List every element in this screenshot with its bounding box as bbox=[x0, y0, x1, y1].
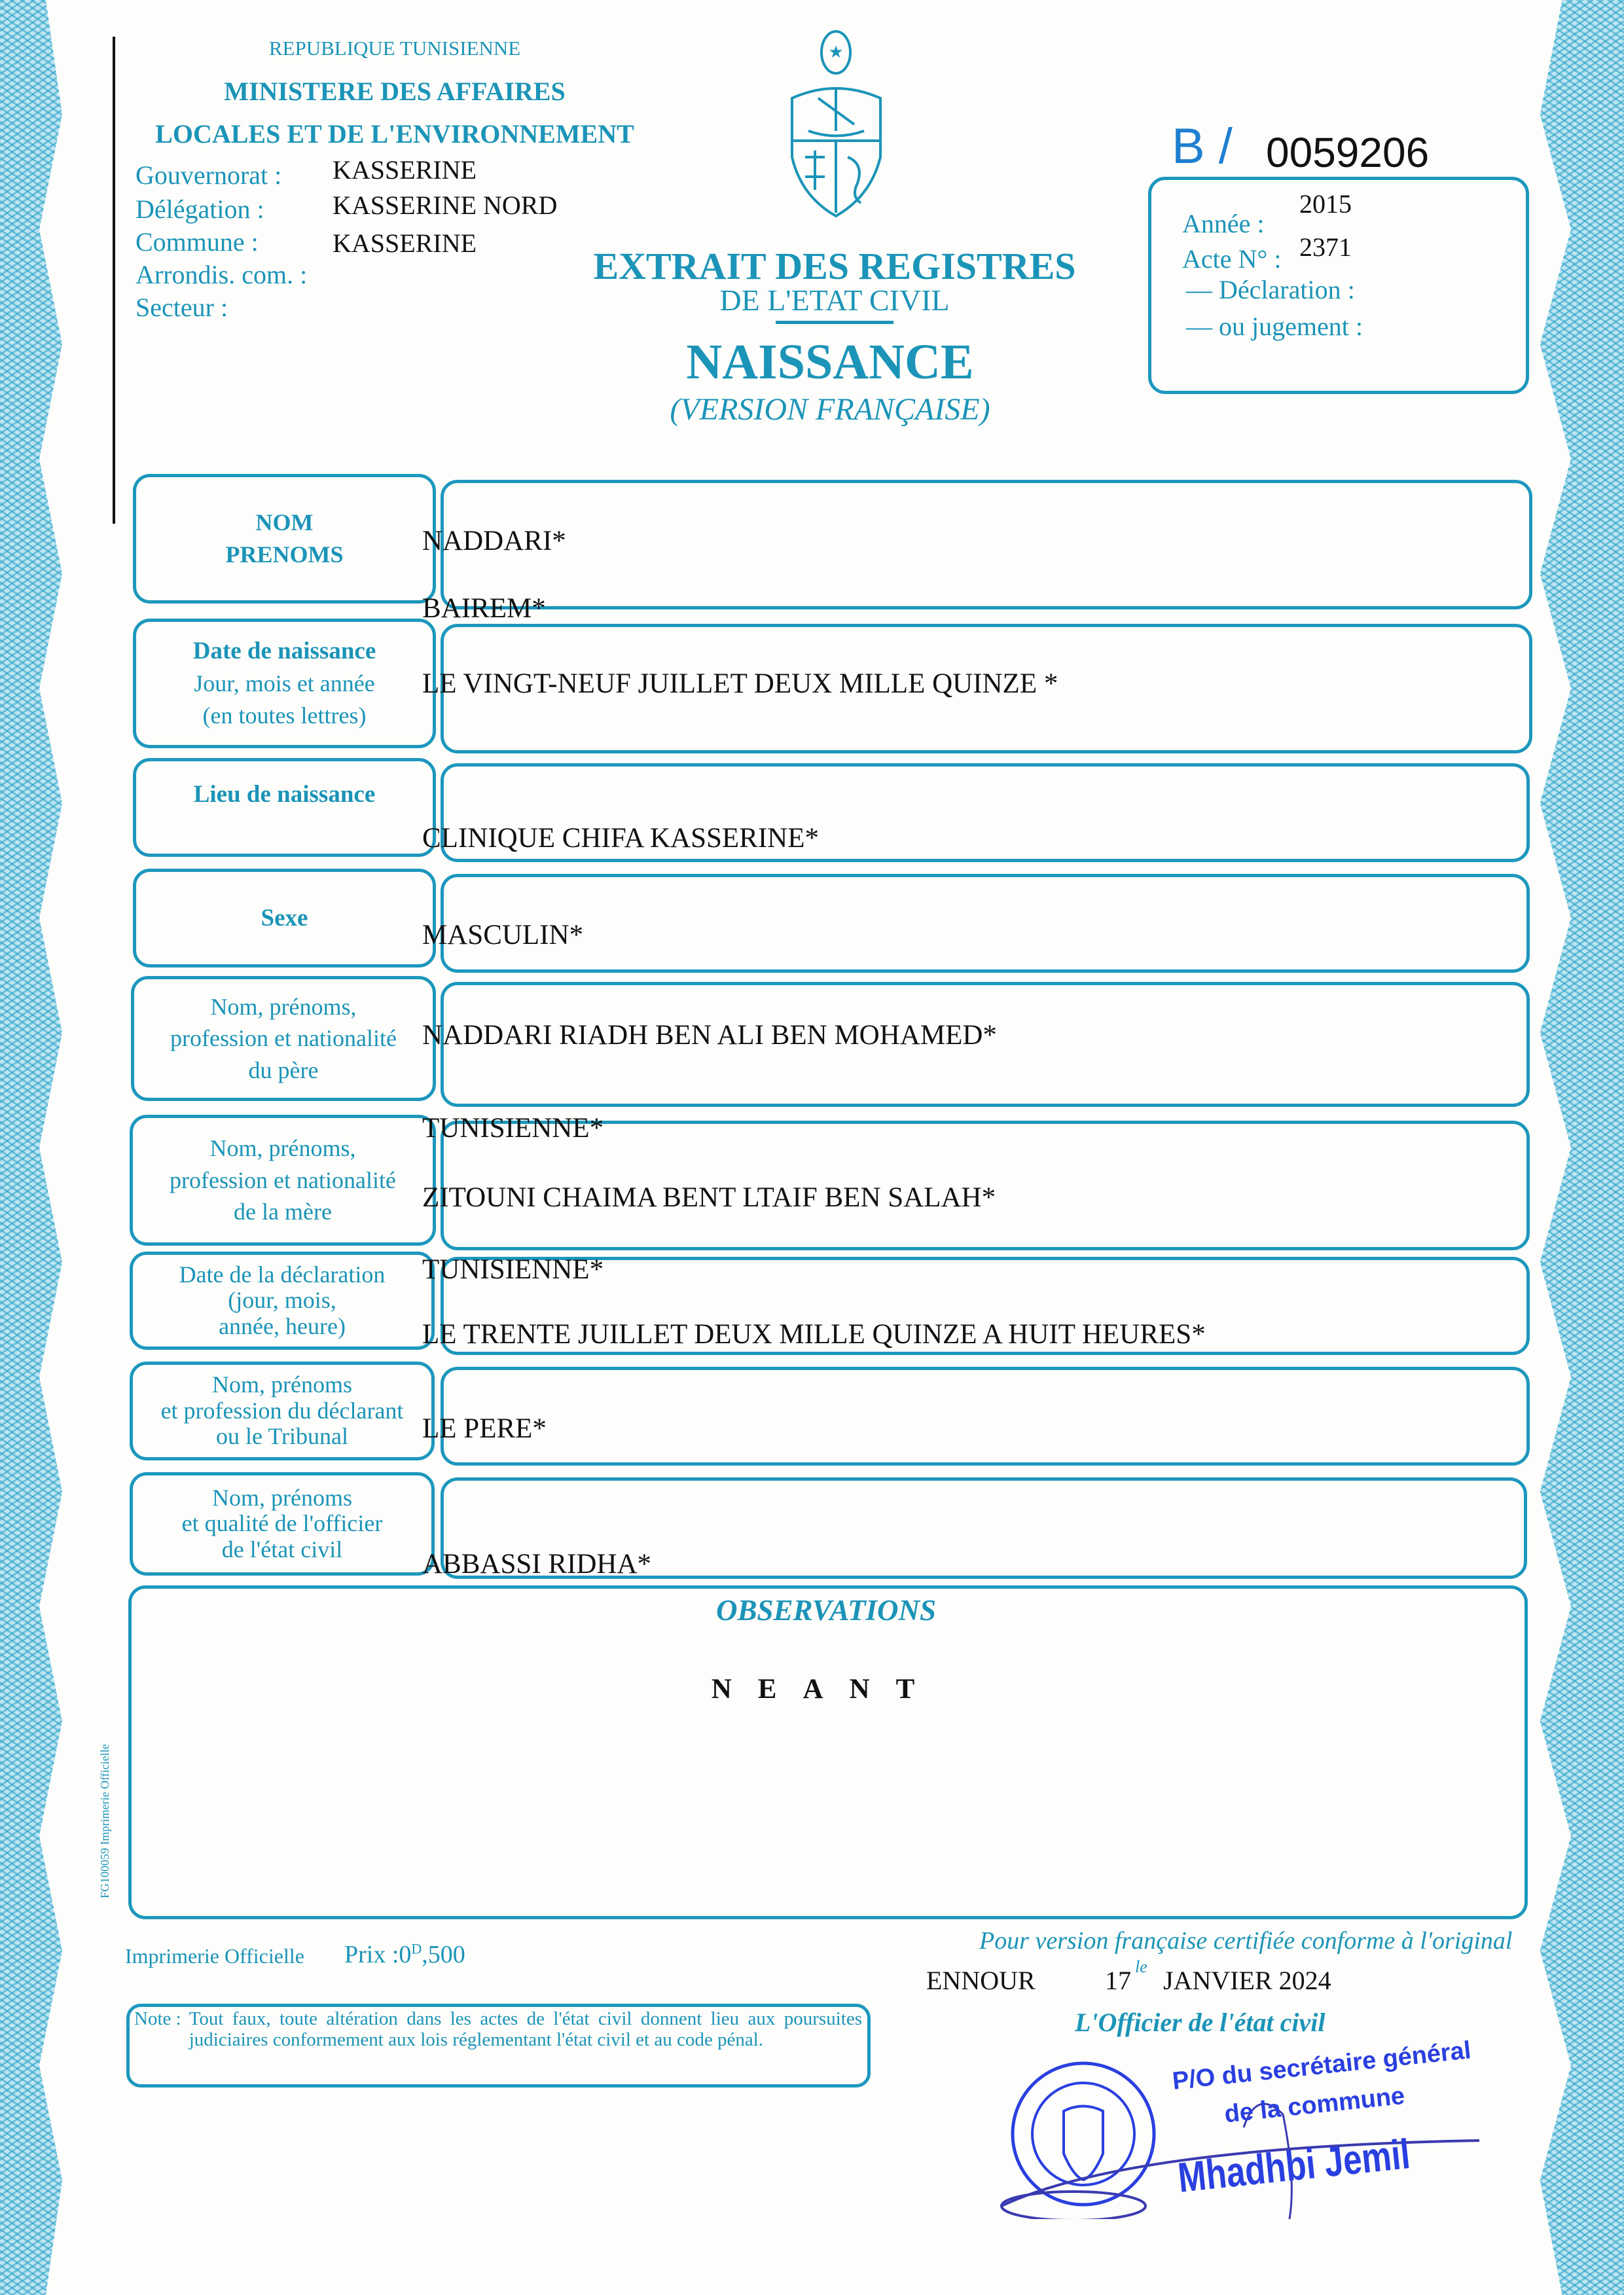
sexe-value: MASCULIN* bbox=[422, 920, 584, 950]
secteur-label: Secteur : bbox=[135, 293, 228, 322]
value-box-sexe bbox=[441, 874, 1530, 973]
ministry-line2: LOCALES ET DE L'ENVIRONNEMENT bbox=[155, 119, 634, 149]
value-box-declarant bbox=[441, 1367, 1530, 1466]
label-mere bbox=[130, 1115, 436, 1246]
annee-value: 2015 bbox=[1299, 189, 1352, 219]
label-prenoms: PRENOMS bbox=[225, 541, 344, 568]
republic-label: REPUBLIQUE TUNISIENNE bbox=[268, 37, 521, 60]
prenom-value: BAIREM* bbox=[422, 593, 546, 624]
price-suffix: ,500 bbox=[422, 1941, 465, 1968]
label-line: Nom, prénoms bbox=[212, 1371, 352, 1398]
guilloche-border-left bbox=[0, 0, 65, 2295]
label-line: Nom, prénoms, bbox=[210, 993, 357, 1020]
price-sup: D bbox=[411, 1940, 422, 1957]
declarant-value: LE PERE* bbox=[422, 1413, 547, 1444]
label-line: année, heure) bbox=[219, 1312, 346, 1339]
label-line: Date de la déclaration bbox=[179, 1261, 386, 1288]
arrondissement-label: Arrondis. com. : bbox=[135, 260, 308, 289]
label-sexe-title: Sexe bbox=[261, 904, 308, 931]
title-line1: EXTRAIT DES REGISTRES bbox=[593, 245, 1076, 287]
label-date-naissance-title: Date de naissance bbox=[192, 638, 376, 665]
label-line: Nom, prénoms bbox=[212, 1484, 352, 1511]
label-line: Jour, mois et année bbox=[194, 670, 375, 697]
note-text: Tout faux, toute altération dans les actes de l'état civil donnent lieu aux poursuites judiciaires conformement aux lois réglementant l'état civil et au code pénal. bbox=[189, 2008, 862, 2051]
serial-prefix: B / bbox=[1172, 118, 1233, 174]
label-pere bbox=[131, 976, 436, 1101]
version-label: (VERSION FRANÇAISE) bbox=[670, 392, 990, 427]
label-line: et qualité de l'officier bbox=[181, 1510, 383, 1537]
mere-value: ZITOUNI CHAIMA BENT LTAIF BEN SALAH* bbox=[422, 1182, 996, 1213]
label-sexe bbox=[133, 869, 436, 967]
ministry-line1: MINISTERE DES AFFAIRES bbox=[224, 77, 566, 106]
mere-nationalite-value: TUNISIENNE* bbox=[422, 1254, 604, 1285]
gouvernorat-value: KASSERINE bbox=[333, 155, 477, 185]
place-value: ENNOUR bbox=[926, 1966, 1036, 1995]
jugement-label: — ou jugement : bbox=[1186, 312, 1363, 341]
label-nom: NOM bbox=[255, 509, 314, 536]
side-imprint: FG100059 Imprimerie Officielle bbox=[98, 1744, 111, 1898]
price-prefix: Prix :0 bbox=[344, 1941, 412, 1968]
stamp-signatory-name: Mhadhbi Jemil bbox=[1176, 2130, 1413, 2201]
guilloche-border-right bbox=[1536, 0, 1624, 2295]
delegation-label: Délégation : bbox=[135, 194, 264, 224]
label-line: profession et nationalité bbox=[170, 1166, 396, 1193]
declaration-value: LE TRENTE JUILLET DEUX MILLE QUINZE A HUIT HEURES* bbox=[422, 1319, 1206, 1350]
title-divider bbox=[776, 321, 893, 324]
stamp-line1: P/O du secrétaire général bbox=[1171, 2036, 1473, 2095]
tunisia-coat-of-arms-emblem bbox=[772, 26, 900, 223]
note-label: Note : bbox=[134, 2008, 181, 2029]
label-officier bbox=[130, 1472, 435, 1576]
margin-line bbox=[113, 37, 115, 524]
legal-note bbox=[134, 2008, 862, 2051]
pere-nationalite-value: TUNISIENNE* bbox=[422, 1113, 604, 1144]
label-line: de l'état civil bbox=[221, 1536, 343, 1563]
date-day-value: 17 bbox=[1105, 1966, 1131, 1995]
label-declaration bbox=[130, 1252, 435, 1350]
commune-value: KASSERINE bbox=[333, 228, 477, 258]
lieu-naissance-value: CLINIQUE CHIFA KASSERINE* bbox=[422, 823, 819, 854]
label-line: (en toutes lettres) bbox=[202, 702, 367, 729]
label-line: (jour, mois, bbox=[228, 1287, 336, 1314]
label-declarant bbox=[130, 1362, 435, 1460]
date-month-year-value: JANVIER 2024 bbox=[1163, 1966, 1331, 1995]
label-nom-prenoms bbox=[133, 474, 436, 604]
le-label: le bbox=[1135, 1957, 1147, 1976]
printer-label: Imprimerie Officielle bbox=[125, 1944, 304, 1968]
officer-title: L'Officier de l'état civil bbox=[1075, 2008, 1326, 2037]
label-line: ou le Tribunal bbox=[215, 1423, 349, 1450]
nom-value: NADDARI* bbox=[422, 526, 566, 556]
label-line: profession et nationalité bbox=[170, 1025, 397, 1052]
label-line: de la mère bbox=[234, 1199, 332, 1225]
label-line: et profession du déclarant bbox=[160, 1397, 404, 1424]
annee-label: Année : bbox=[1182, 209, 1265, 238]
observations-title: OBSERVATIONS bbox=[716, 1594, 936, 1627]
gouvernorat-label: Gouvernorat : bbox=[135, 160, 282, 190]
label-line: Nom, prénoms, bbox=[209, 1135, 356, 1162]
price-label bbox=[344, 1940, 465, 1969]
observations-content: NEANT bbox=[711, 1674, 941, 1705]
acte-label: Acte N° : bbox=[1182, 244, 1282, 274]
label-lieu-naissance bbox=[133, 758, 436, 857]
label-date-naissance bbox=[133, 619, 436, 748]
serial-number: 0059206 bbox=[1266, 129, 1430, 176]
label-lieu-title: Lieu de naissance bbox=[193, 780, 376, 808]
svg-text:★: ★ bbox=[828, 43, 844, 62]
declaration-label: — Déclaration : bbox=[1186, 275, 1355, 304]
date-naissance-value: LE VINGT-NEUF JUILLET DEUX MILLE QUINZE * bbox=[422, 668, 1058, 699]
delegation-value: KASSERINE NORD bbox=[333, 190, 558, 220]
document-type-title: NAISSANCE bbox=[686, 334, 974, 389]
observations-box bbox=[128, 1585, 1528, 1919]
officier-value: ABBASSI RIDHA* bbox=[422, 1549, 652, 1580]
acte-value: 2371 bbox=[1299, 232, 1352, 262]
stamp-line2: de la commune bbox=[1223, 2082, 1407, 2129]
label-line: du père bbox=[248, 1057, 319, 1083]
title-line2: DE L'ETAT CIVIL bbox=[719, 283, 950, 317]
certification-text: Pour version française certifiée conforme à l'original bbox=[979, 1927, 1513, 1955]
pere-value: NADDARI RIADH BEN ALI BEN MOHAMED* bbox=[422, 1020, 997, 1051]
value-box-nom bbox=[441, 480, 1532, 609]
commune-label: Commune : bbox=[135, 227, 259, 257]
